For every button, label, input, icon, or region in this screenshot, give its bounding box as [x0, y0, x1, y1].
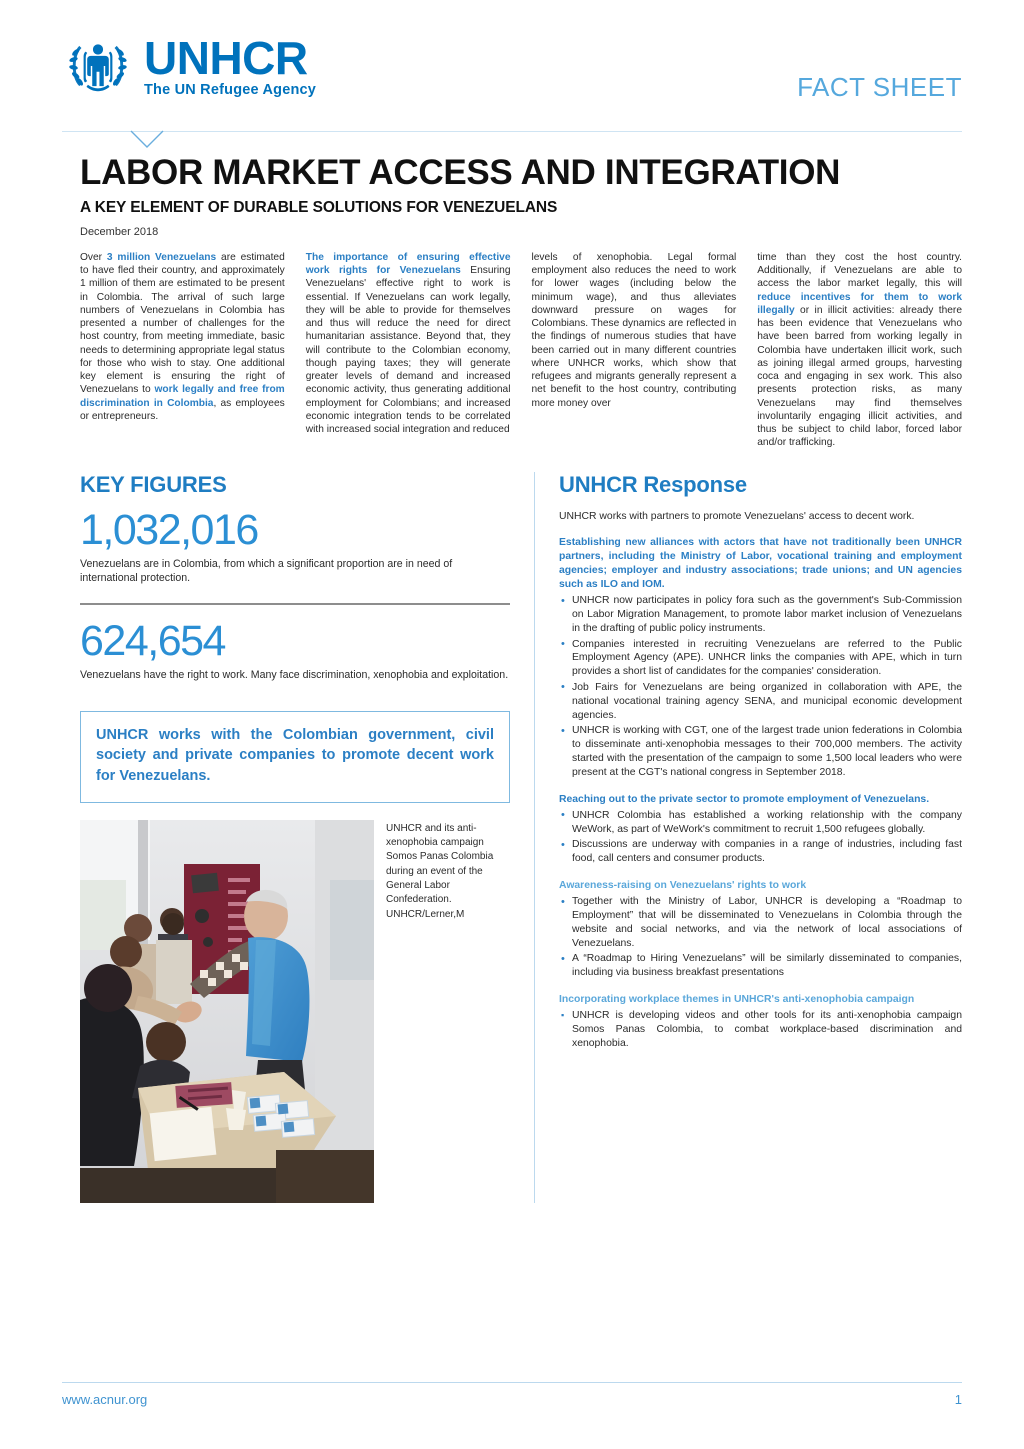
- intro-columns: [62, 251, 962, 450]
- response-bullets-2: [559, 809, 962, 866]
- response-group-heading-1: Establishing new alliances with actors that have not traditionally been UNHCR partners, including the Ministry of Labor, vocational training and employment agencies; employer and industry associations; trade unions; and UN agencies such as ILO and IOM.: [559, 537, 962, 591]
- response-bullets-4: [559, 1009, 962, 1051]
- list-item: • Together with the Ministry of Labor, UNHCR is developing a “Roadmap to Employment” that will be disseminated to Venezuelans in Colombia through the website and social networks, and via the network of local associations of Venezuelans.: [559, 895, 962, 951]
- list-item: • UNHCR now participates in policy fora such as the government's Sub-Commission on Labor Migration Management, to promote labor market inclusion of Venezuelans in the drafting of public policy instruments.: [559, 594, 962, 636]
- logo-wordmark: [144, 31, 317, 98]
- key-figure-value-1: 1,032,016: [80, 505, 258, 554]
- intro-c2-heading: The importance of ensuring effective work rights for Venezuelans: [305, 251, 511, 277]
- divider-line: [62, 131, 962, 132]
- response-title: UNHCR Response: [559, 471, 747, 497]
- intro-column-1: [80, 251, 285, 450]
- page-footer: [62, 1382, 962, 1407]
- unhcr-response-section: [559, 472, 962, 1203]
- intro-c1-pre: Over: [80, 251, 107, 263]
- intro-c4-highlight-1: reduce incentives for them to work illegally: [757, 291, 962, 316]
- title-block: [62, 154, 962, 238]
- response-heading-4-light: UNHCR's anti-xenophobia campaign: [733, 994, 915, 1006]
- intro-c4-pre: time than they cost the host country. Additionally, if Venezuelans are able to access the labor market legally, this will: [757, 251, 962, 290]
- org-name: UNHCR: [144, 31, 308, 84]
- response-group-heading-2: Reaching out to the private sector to promote employment of Venezuelans.: [559, 793, 930, 805]
- intro-c1-highlight-1: 3 million Venezuelans: [106, 251, 217, 263]
- response-group-heading-4: [559, 993, 962, 1007]
- response-bullets-1: [559, 594, 962, 780]
- list-item: • Job Fairs for Venezuelans are being organized in collaboration with APE, the national vocational training agency SENA, and municipal economic development agencies.: [559, 681, 962, 723]
- intro-c4-post: or in illicit activities: already there has been evidence that Venezuelans who have been barred from working legally in Colombia have undertaken illicit work, such as joining illegal armed groups, harvesting coca and engaging in sex work. This also presents protection risks, as many Venezuelans may find themselves involuntarily engaging illicit activities, and thus be subject to child labor, forced labor and/or trafficking.: [757, 304, 962, 449]
- list-item: • Discussions are underway with companies in a range of industries, including fast food, call centers and consumer products.: [559, 838, 962, 866]
- key-figure-value-2: 624,654: [80, 616, 225, 665]
- key-figures-divider: [80, 603, 510, 605]
- event-photo: [80, 820, 374, 1203]
- page-title: LABOR MARKET ACCESS AND INTEGRATION: [80, 153, 841, 192]
- intro-c1-mid: are estimated to have fled their country, and approximately 1 million of them are estimated to be present in Colombia. The arrival of such large numbers of Venezuelans in Colombia has presented a number of challenges for the host country, from meeting immediate, basic needs to determining appropriate legal status for those who wish to stay. One additional key element is ensuring the right of Venezuelans to: [80, 251, 285, 396]
- list-item: • A “Roadmap to Hiring Venezuelans” will be similarly disseminated to companies, including via business breakfast presentations: [559, 952, 962, 980]
- response-group-heading-3: [559, 879, 962, 893]
- callout-box: [80, 711, 510, 803]
- response-heading-3-dark: Awareness-raising on: [559, 880, 670, 892]
- response-heading-3-light: Venezuelans' rights to work: [669, 880, 807, 892]
- lower-content: [62, 472, 962, 1203]
- intro-c1-post: , as employees or entrepreneurs.: [80, 397, 285, 422]
- response-bullets-3: [559, 895, 962, 980]
- list-item: • UNHCR is working with CGT, one of the largest trade union federations in Colombia to disseminate anti-xenophobia messages to their 700,000 members. The activity started with the presentation of the campaign to some 1,500 local leaders who were present at the CGT's national congress in September 2018.: [559, 724, 962, 780]
- key-figure-desc-1: Venezuelans are in Colombia, from which a significant proportion are in need of international protection.: [80, 557, 453, 584]
- callout-text: UNHCR works with the Colombian government, civil society and private companies to promote decent work for Venezuelans.: [96, 726, 494, 784]
- page-header: [62, 0, 962, 120]
- chevron-down-icon: [130, 130, 164, 149]
- header-divider: [62, 128, 962, 150]
- publication-date: December 2018: [80, 225, 159, 238]
- intro-column-3: levels of xenophobia. Legal formal employment also reduces the need to work for lower wages (including below the minimum wage), and thus alleviates downward pressure on wages for Colombians. These dynamics are reflected in the findings of numerous studies that have been carried out in many different countries where UNHCR works, which show that refugees and migrants generally represent a net benefit to the host country, contributing more money over: [531, 251, 737, 409]
- page-number: 1: [954, 1392, 962, 1407]
- intro-column-2: [306, 251, 511, 450]
- org-tagline: The UN Refugee Agency: [144, 81, 317, 98]
- website-link[interactable]: www.acnur.org: [62, 1392, 148, 1407]
- list-item: ▪ UNHCR is developing videos and other tools for its anti-xenophobia campaign Somos Panas Colombia, to combat workplace-based discrimination and xenophobia.: [559, 1009, 962, 1051]
- list-item: • Companies interested in recruiting Venezuelans are referred to the Public Employment Agency (APE). UNHCR links the companies with APE, which in turn provides a short list of candidates for the companies' consideration.: [559, 638, 962, 680]
- intro-c2-body: Ensuring Venezuelans' effective right to work is essential. If Venezuelans can work legally, they will be able to provide for themselves and thus will reduce the need for direct humanitarian assistance. Beyond that, they will contribute to the Colombian economy, though paying taxes; they will generate greater levels of demand and increased economic activity, thus generating additional employment for Colombians; and increased economic integration tends to be correlated with increased social integration and reduced: [305, 265, 511, 436]
- key-figure-desc-2: Venezuelans have the right to work. Many face discrimination, xenophobia and exploitation.: [80, 668, 509, 681]
- response-lead: UNHCR works with partners to promote Venezuelans' access to decent work.: [559, 510, 915, 522]
- unhcr-emblem-icon: [62, 30, 134, 102]
- doc-type-label: FACT SHEET: [797, 72, 962, 102]
- photo-caption: UNHCR and its anti-xenophobia campaign Somos Panas Colombia during an event of the General Labor Confederation. UNHCR/Lerner,M: [386, 822, 494, 920]
- intro-c1-highlight-2: work legally and free from discrimination in Colombia: [80, 384, 285, 409]
- response-heading-4-dark: Incorporating workplace themes in: [559, 994, 734, 1006]
- photo-block: [80, 820, 510, 1203]
- page-subtitle: A KEY ELEMENT OF DURABLE SOLUTIONS FOR VENEZUELANS: [80, 198, 558, 216]
- column-divider: [534, 472, 535, 1203]
- key-figures-title: KEY FIGURES: [80, 471, 227, 497]
- list-item: • UNHCR Colombia has established a working relationship with the company WeWork, as part of WeWork's commitment to recruit 1,500 refugees globally.: [559, 809, 962, 837]
- intro-column-4: [757, 251, 962, 450]
- key-figures-section: [80, 472, 510, 1203]
